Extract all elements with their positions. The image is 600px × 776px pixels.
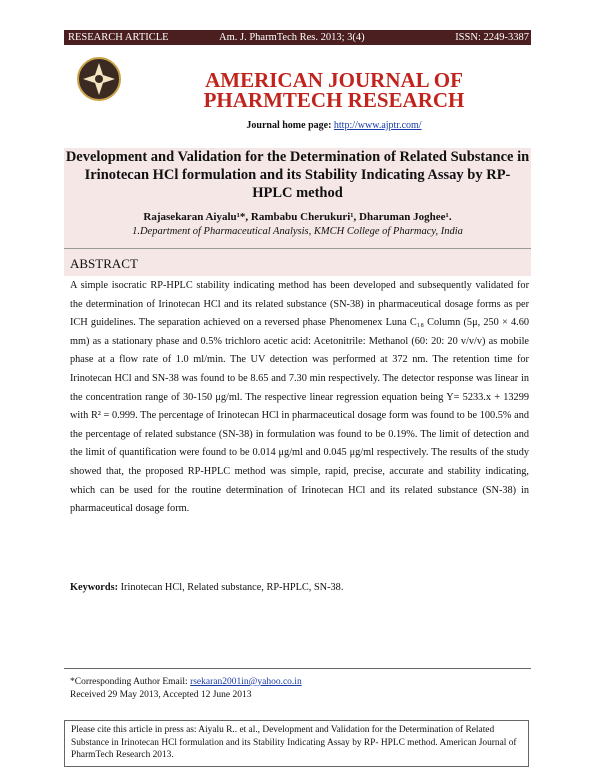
article-type: RESEARCH ARTICLE [68,32,169,43]
issn: ISSN: 2249-3387 [455,32,529,43]
paper-affiliation: 1.Department of Pharmaceutical Analysis, KMCH College of Pharmacy, India [132,226,463,237]
section-divider [64,248,531,249]
received-dates: Received 29 May 2013, Accepted 12 June 2013 [70,690,252,700]
corr-email-link[interactable]: rsekaran2001in@yahoo.co.in [190,677,302,687]
citation-box: Please cite this article in press as: Aiyalu R.. et al., Development and Validation for the Determination of Related Substance in Irinotecan HCl formulation and its Stability Indicating Assay by RP- HPLC method. American Journal of PharmTech Research 2013. [64,720,529,767]
keywords-list: Irinotecan HCl, Related substance, RP-HPLC, SN-38. [120,582,344,593]
journal-reference: Am. J. PharmTech Res. 2013; 3(4) [219,32,365,43]
journal-banner [64,52,531,140]
paper-authors: Rajasekaran Aiyalu¹*, Rambabu Cherukuri¹, Dharuman Joghee¹. [143,211,452,223]
header-bar [64,30,531,45]
abstract-text: A simple isocratic RP-HPLC stability indicating method has been developed and subsequently validated for the determination of Irinotecan HCl and its related substance (SN-38) in pharmaceutical dosage forms as per ICH guidelines. The separation achieved on a reversed phase Phenomenex Luna C₁₈ Column (5μ, 250 × 4.60 mm) as a stationary phase and 0.5% trichloro acetic acid: Acetonitrile: Methanol (60: 20: 20 v/v/v) as mobile phase at a flow rate of 1.0 ml/min. The UV detection was performed at 372 nm. The retention time for Irinotecan HCl and SN-38 was found to be 8.65 and 7.30 min respectively. The detector response was linear in the concentration range of 30-150 μg/ml. The respective linear regression equation being Y= 5233.x + 13299 with R² = 0.999. The percentage of Irinotecan HCl in pharmaceutical dosage form was found to be 100.5% and the percentage of related substance (SN-38) in formulation was found to be 0.19%. The limit of detection and the limit of quantification were found to be 0.014 μg/ml and 0.045 μg/ml respectively. The results of the study showed that, the proposed RP-HPLC method was simple, rapid, precise, accurate and stability indicating, which can be used for the routine determination of Irinotecan HCl and its related substance (SN-38) in pharmaceutical dosage form. [70,280,529,515]
paper-title: Development and Validation for the Determination of Related Substance in Irinotecan HCl formulation and its Stability Indicating Assay by RP- HPLC method [65,149,530,201]
keywords [70,582,343,593]
journal-homepage [184,120,484,131]
corresponding-author [70,676,302,702]
journal-title [184,70,484,110]
keywords-label: Keywords: [70,582,119,593]
abstract-heading: ABSTRACT [70,256,138,271]
journal-title-line2: PHARMTECH RESEARCH [203,88,465,112]
corr-label: *Corresponding Author Email: [70,677,188,687]
footnote-rule [64,668,531,669]
journal-logo [76,56,122,102]
journal-title-line1: AMERICAN JOURNAL OF [205,68,463,92]
homepage-label: Journal home page: [246,120,332,131]
homepage-link[interactable]: http://www.ajptr.com/ [333,120,422,131]
